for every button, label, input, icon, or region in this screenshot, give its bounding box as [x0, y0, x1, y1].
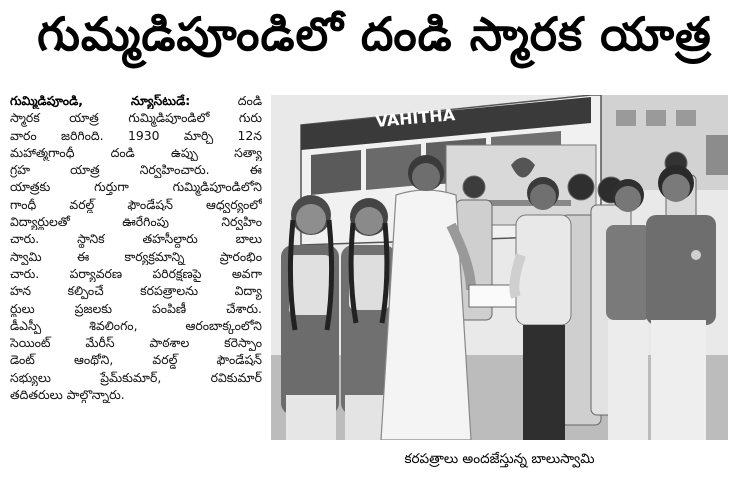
- article-line-16: డెంట్ ఆంథోని, వరల్డ్ ఫౌండేషన్: [10, 352, 262, 368]
- article-line-15: సెయింట్ మేరీస్ పాఠశాల కరెస్పాం: [10, 335, 262, 351]
- news-photo-illustration: [271, 95, 728, 440]
- article-line-5: గ్రహ యాత్ర నిర్వహించారు. ఈ: [10, 162, 262, 178]
- student-figure: [281, 195, 339, 440]
- article-line-11: చారు. పర్యావరణ పరిరక్షణపై అవగా: [10, 265, 262, 281]
- article-line-12: హన కల్పించే కరపత్రాలను విద్యా: [10, 283, 262, 299]
- article-line-3: వారం జరిగింది. 1930 మార్చి 12న: [10, 127, 262, 143]
- article-line-13: ర్థులు ప్రజలకు పంపిణీ చేశారు.: [10, 300, 262, 316]
- article-line-6: యాత్రకు గుర్తుగా గుమ్మిడిపూండిలోని: [10, 179, 262, 195]
- article-line-10: స్వామి ఈ కార్యక్రమాన్ని ప్రారంభిం: [10, 248, 262, 264]
- article-line-8: విద్యార్థులతో ఊరేగింపు నిర్వహిం: [10, 214, 262, 230]
- article-line-4: మహాత్మగాంధీ దండి ఉప్పు సత్యా: [10, 144, 262, 160]
- article-line-18: తదితరులు పాల్గొన్నారు.: [10, 387, 125, 403]
- headline: గుమ్మడిపూండిలో దండి స్మారక యాత్ర: [37, 7, 712, 61]
- article-line-17: సభ్యులు ప్రేమ్‌కుమార్, రవికుమార్: [10, 369, 262, 385]
- article-line-1-text: దండి: [190, 93, 262, 108]
- article-line-1: [10, 92, 262, 109]
- article-line-9: చారు. స్థానిక తహసీల్దారు బాలు: [10, 231, 262, 247]
- news-photo: [271, 95, 728, 440]
- photo-caption: కరపత్రాలు అందజేస్తున్న బాలుస్వామి: [404, 451, 595, 467]
- article-line-2: స్మారక యాత్ర గుమ్మిడిపూండిలో గురు: [10, 110, 262, 126]
- article-body: [10, 92, 262, 482]
- article-line-14: డీఎస్పీ శివలింగం, ఆరంబాక్కంలోని: [10, 317, 262, 333]
- article-line-7: గాంధీ వరల్డ్ ఫౌండేషన్ ఆధ్వర్యంలో: [10, 196, 262, 212]
- bus-sign: VAHITHA: [374, 105, 456, 131]
- dateline: గుమ్మిడిపూండి, న్యూస్‌టుడే:: [10, 93, 191, 108]
